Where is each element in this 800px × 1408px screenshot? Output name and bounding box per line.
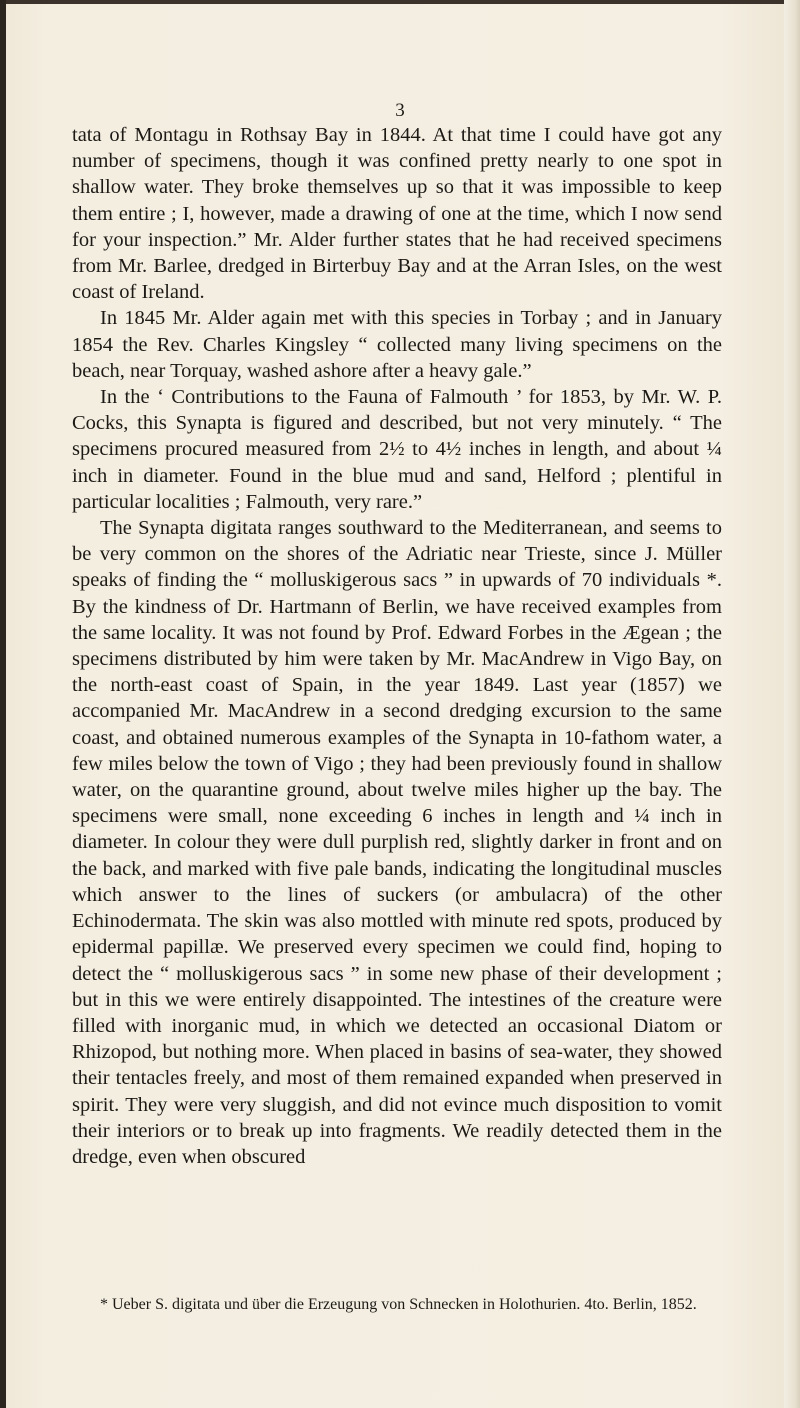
footnote: * Ueber S. digitata und über die Erzeugung von Schnecken in Holothurien. 4to. Berlin, 1852.	[100, 1296, 697, 1313]
body-text	[72, 122, 722, 1170]
paragraph: In 1845 Mr. Alder again met with this species in Torbay ; and in January 1854 the Rev. Charles Kingsley “ collected many living specimens on the beach, near Torquay, washed ashore after a heavy gale.”	[72, 307, 722, 382]
page-number: 3	[395, 100, 405, 121]
paragraph: The Synapta digitata ranges southward to the Mediterranean, and seems to be very common on the shores of the Adriatic near Trieste, since J. Müller speaks of finding the “ molluskigerous sacs ” in upwards of 70 individuals *. By the kindness of Dr. Hartmann of Berlin, we have received examples from the same locality. It was not found by Prof. Edward Forbes in the Ægean ; the specimens distributed by him were taken by Mr. MacAndrew in Vigo Bay, on the north-east coast of Spain, in the year 1849. Last year (1857) we accompanied Mr. MacAndrew in a second dredging excursion to the same coast, and obtained numerous examples of the Synapta in 10-fathom water, a few miles below the town of Vigo ; they had been previously found in shallow water, on the quarantine ground, about twelve miles higher up the bay. The specimens were small, none exceeding 6 inches in length and ¼ inch in diameter. In colour they were dull purplish red, slightly darker in front and on the back, and marked with five pale bands, indicating the longitudinal muscles which answer to the lines of suckers (or ambulacra) of the other Echinodermata. The skin was also mottled with minute red spots, produced by epidermal papillæ. We preserved every specimen we could find, hoping to detect the “ molluskigerous sacs ” in some new phase of their development ; but in this we were entirely disappointed. The intestines of the creature were filled with inorganic mud, in which we detected an occasional Diatom or Rhizopod, but nothing more. When placed in basins of sea-water, they showed their tentacles freely, and most of them remained expanded when preserved in spirit. They were very sluggish, and did not evince much disposition to vomit their interiors or to break up into fragments. We readily detected them in the dredge, even when obscured	[72, 517, 722, 1168]
page-right-edge	[784, 0, 800, 1408]
page-binding-edge	[0, 0, 6, 1408]
paragraph: tata of Montagu in Rothsay Bay in 1844. At that time I could have got any number of specimens, though it was confined pretty nearly to one spot in shallow water. They broke themselves up so that it was impossible to keep them entire ; I, however, made a drawing of one at the time, which I now send for your inspection.” Mr. Alder further states that he had received specimens from Mr. Barlee, dredged in Birterbuy Bay and at the Arran Isles, on the west coast of Ireland.	[72, 124, 722, 304]
paragraph: In the ‘ Contributions to the Fauna of Falmouth ’ for 1853, by Mr. W. P. Cocks, this Synapta is figured and described, but not very minutely. “ The specimens procured measured from 2½ to 4½ inches in length, and about ¼ inch in diameter. Found in the blue mud and sand, Helford ; plentiful in particular localities ; Falmouth, very rare.”	[72, 386, 722, 513]
page-top-edge	[0, 0, 800, 4]
